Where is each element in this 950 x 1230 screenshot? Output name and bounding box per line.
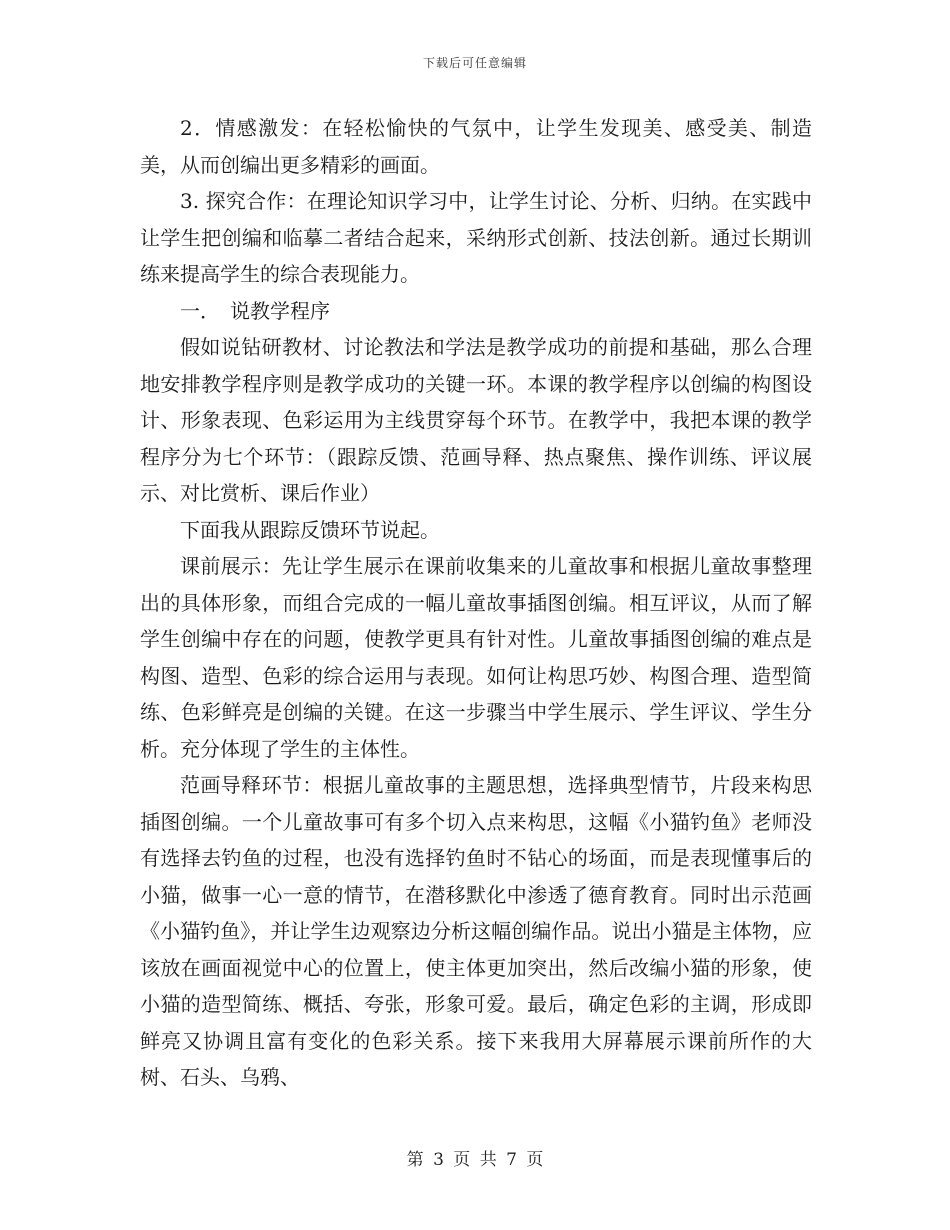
- paragraph-procedure-intro: 假如说钻研教材、讨论教法和学法是教学成功的前提和基础，那么合理地安排教学程序则是教学成功的关键一环。本课的教学程序以创编的构图设计、形象表现、色彩运用为主线贯穿每个环节。在教学中，我把本课的教学程序分为七个环节：（跟踪反馈、范画导释、热点聚焦、操作训练、评议展示、对比赏析、课后作业）: [140, 335, 812, 505]
- section-heading-teaching-procedure: 一． 说教学程序: [180, 298, 330, 323]
- paragraph-inquiry: 3. 探究合作：在理论知识学习中，让学生讨论、分析、归纳。在实践中让学生把创编和临摹二者结合起来，采纳形式创新、技法创新。通过长期训练来提高学生的综合表现能力。: [140, 189, 812, 286]
- paragraph-preclass-display: 课前展示：先让学生展示在课前收集来的儿童故事和根据儿童故事整理出的具体形象，而组合完成的一幅儿童故事插图创编。相互评议，从而了解学生创编中存在的问题，使教学更具有针对性。儿童故事插图创编的难点是构图、造型、色彩的综合运用与表现。如何让构思巧妙、构图合理、造型简练、色彩鲜亮是创编的关键。在这一步骤当中学生展示、学生评议、学生分析。充分体现了学生的主体性。: [140, 554, 812, 761]
- paragraph-model-drawing: 范画导释环节：根据儿童故事的主题思想，选择典型情节，片段来构思插图创编。一个儿童故事可有多个切入点来构思，这幅《小猫钓鱼》老师没有选择去钓鱼的过程，也没有选择钓鱼时不钻心的场面，而是表现懂事后的小猫，做事一心一意的情节，在潜移默化中渗透了德育教育。同时出示范画《小猫钓鱼》，并让学生边观察边分析这幅创编作品。说出小猫是主体物，应该放在画面视觉中心的位置上，使主体更加突出，然后改编小猫的形象，使小猫的造型简练、概括、夸张，形象可爱。最后，确定色彩的主调，形成即鲜亮又协调且富有变化的色彩关系。接下来我用大屏幕展示课前所作的大树、石头、乌鸦、: [140, 773, 812, 1089]
- paragraph-tracking-feedback: 下面我从跟踪反馈环节说起。: [180, 517, 440, 542]
- paragraph-emotion: 2．情感激发：在轻松愉快的气氛中，让学生发现美、感受美、制造美，从而创编出更多精彩的画面。: [140, 116, 812, 177]
- page-number: 第 3 页 共 7 页: [406, 1150, 544, 1170]
- document-body: [140, 110, 812, 1096]
- page-header: 下载后可任意编辑: [422, 56, 527, 70]
